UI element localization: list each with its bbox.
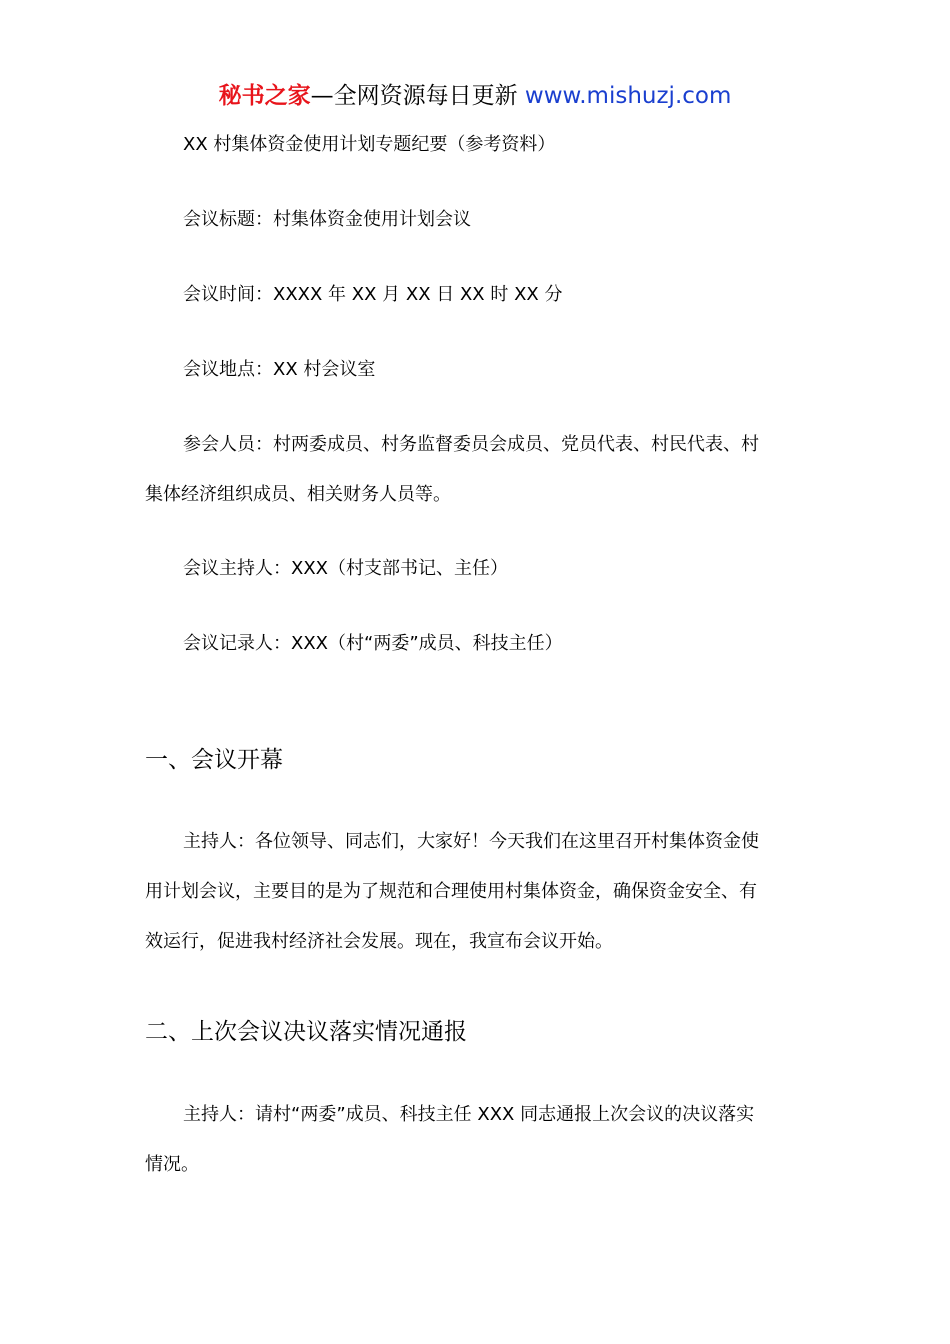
meeting-host: 会议主持人：XXX（村支部书记、主任） (183, 558, 508, 579)
meeting-time: 会议时间：XXXX 年 XX 月 XX 日 XX 时 XX 分 (183, 284, 563, 305)
document-title: XX 村集体资金使用计划专题纪要（参考资料） (183, 134, 556, 155)
resolutions-paragraph-line-2: 情况。 (145, 1154, 199, 1175)
meeting-recorder: 会议记录人：XXX（村“两委”成员、科技主任） (183, 633, 563, 654)
opening-paragraph-line-2: 用计划会议，主要目的是为了规范和合理使用村集体资金，确保资金安全、有 (145, 881, 757, 902)
meeting-place: 会议地点：XX 村会议室 (183, 359, 376, 380)
banner-tagline: —全网资源每日更新 (310, 83, 518, 109)
opening-paragraph-line-1: 主持人：各位领导、同志们，大家好！今天我们在这里召开村集体资金使 (183, 831, 759, 852)
resolutions-paragraph-line-1: 主持人：请村“两委”成员、科技主任 XXX 同志通报上次会议的决议落实 (183, 1104, 755, 1125)
site-banner (0, 80, 950, 112)
opening-paragraph-line-3: 效运行，促进我村经济社会发展。现在，我宣布会议开始。 (145, 931, 613, 952)
meeting-title: 会议标题：村集体资金使用计划会议 (183, 209, 471, 230)
site-url-link[interactable]: www.mishuzj.com (524, 83, 732, 109)
section-heading-previous-resolutions: 二、上次会议决议落实情况通报 (145, 1019, 467, 1045)
section-heading-opening: 一、会议开幕 (145, 747, 283, 773)
brand-name: 秘书之家 (218, 83, 311, 109)
attendees-line-2: 集体经济组织成员、相关财务人员等。 (145, 484, 451, 505)
attendees-line-1: 参会人员：村两委成员、村务监督委员会成员、党员代表、村民代表、村 (183, 434, 759, 455)
